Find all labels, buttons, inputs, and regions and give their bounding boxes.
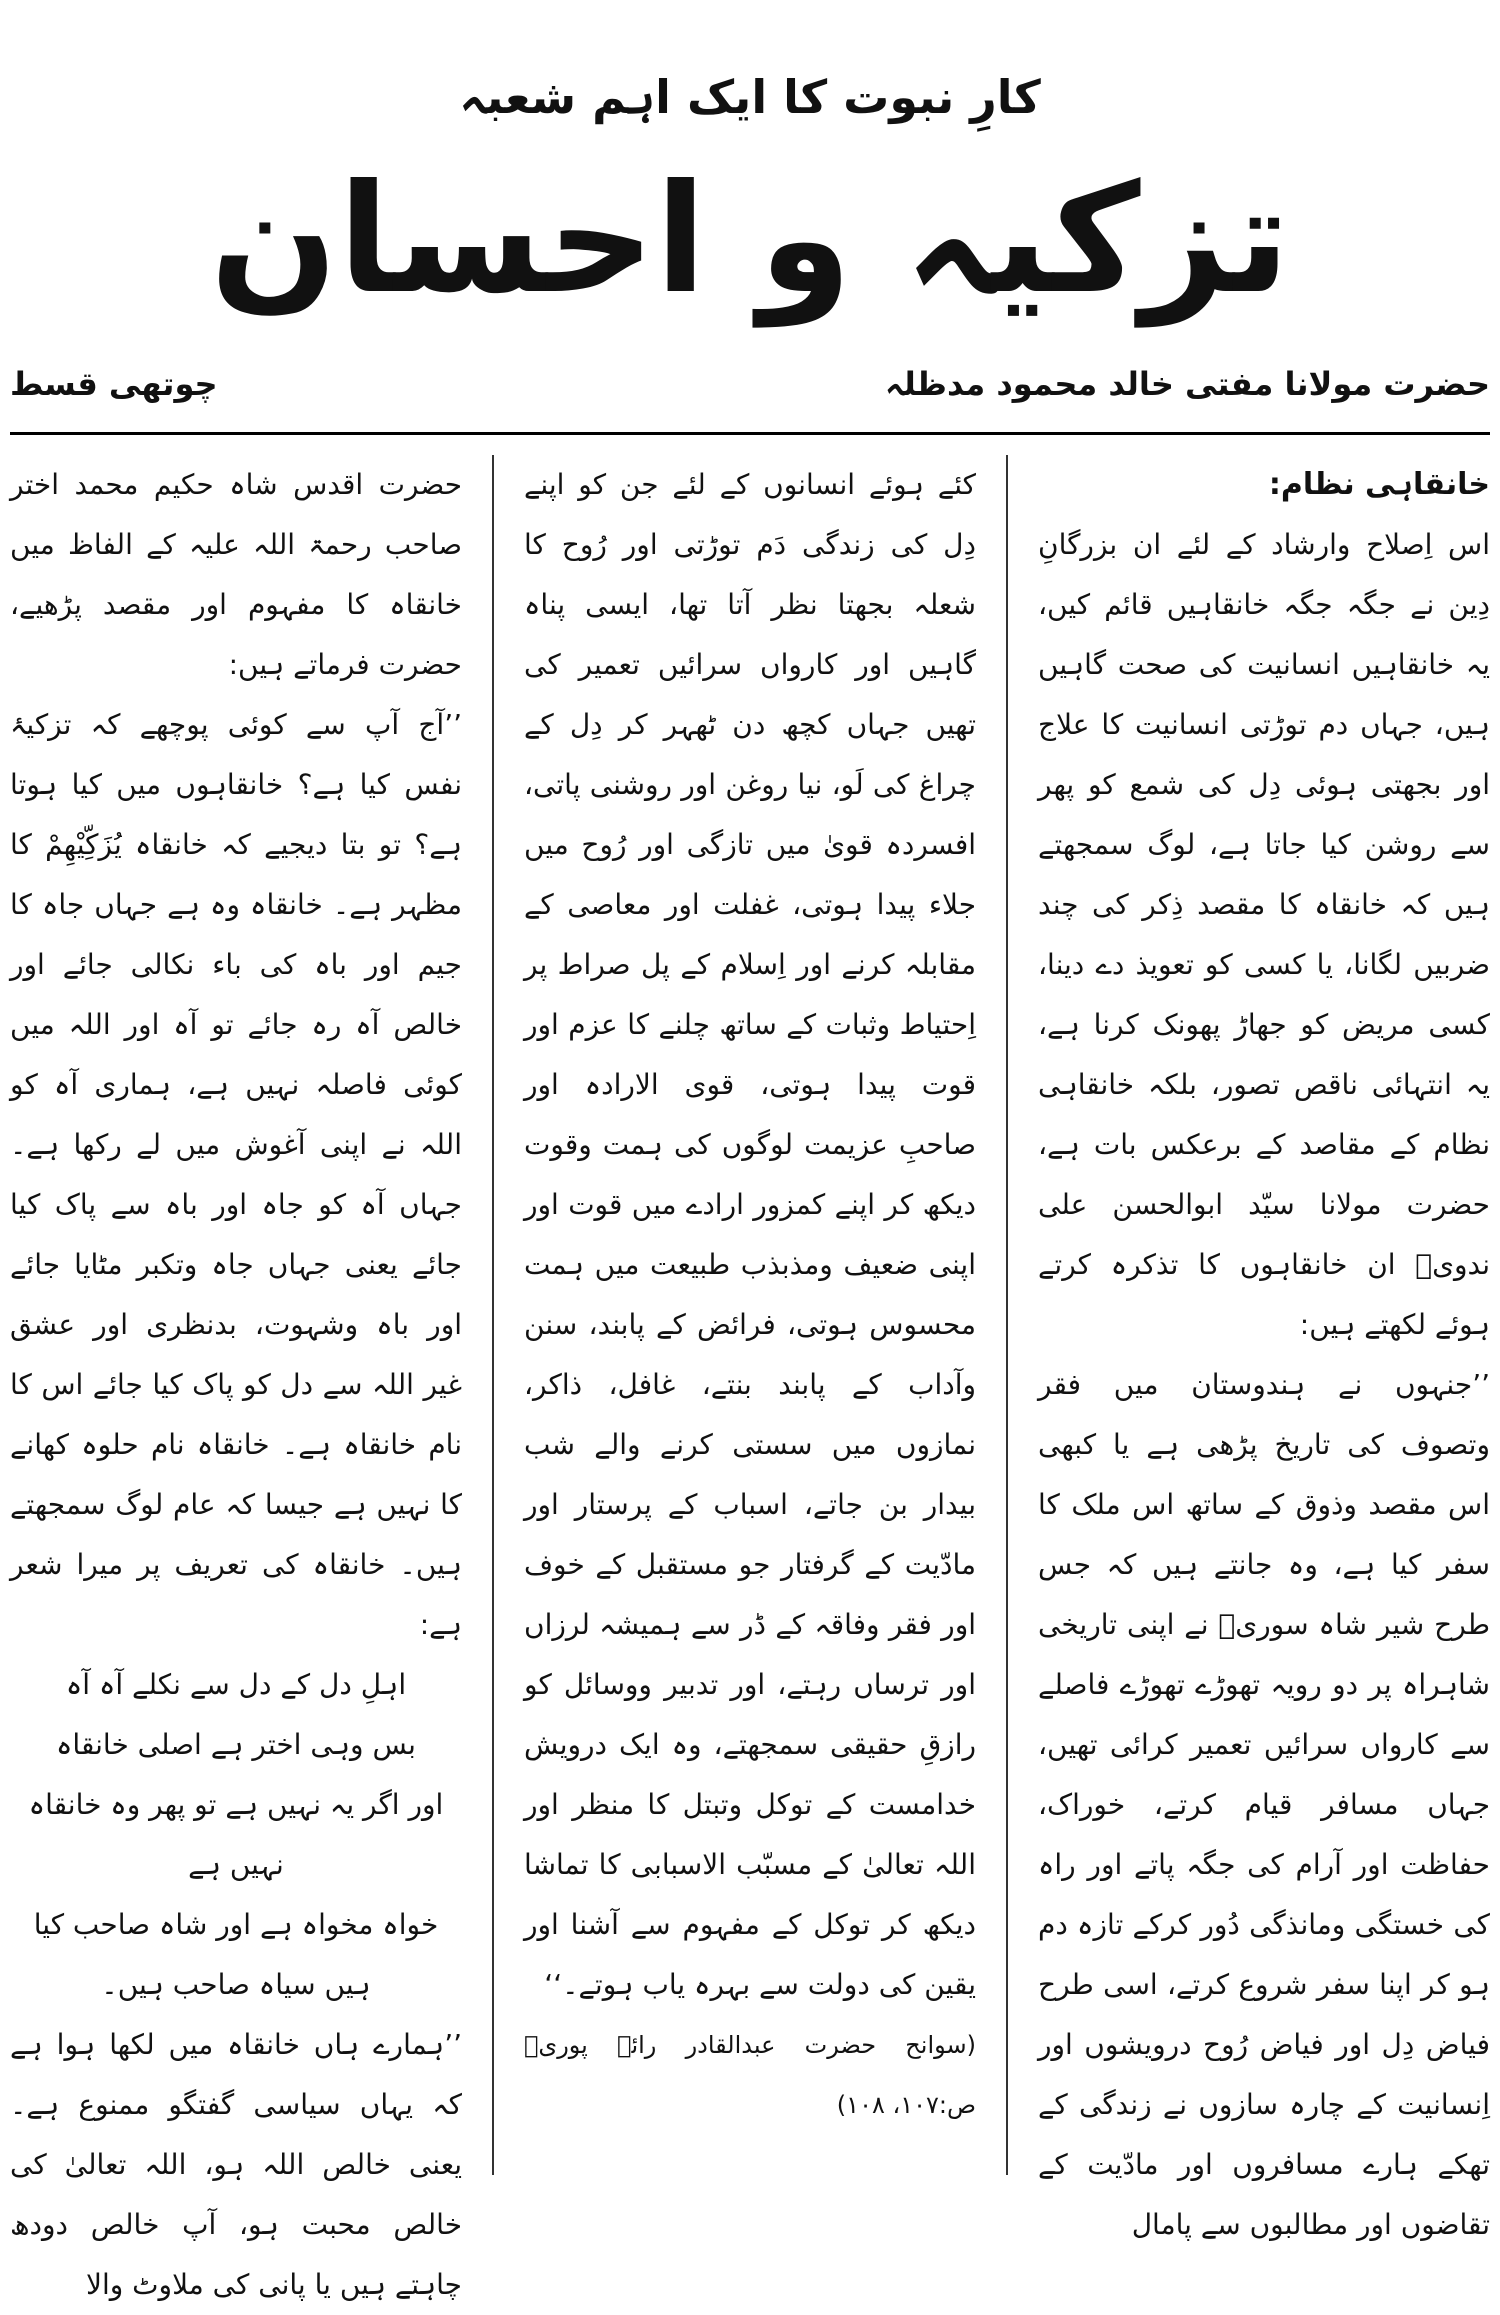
column-1 xyxy=(1038,455,1490,2241)
quote-paragraph: ’’ہمارے ہاں خانقاہ میں لکھا ہوا ہے کہ یہاں سیاسی گفتگو ممنوع ہے۔ یعنی خالص اللہ ہو، اللہ تعالیٰ کی خالص محبت ہو، آپ خالص دودھ چاہتے ہیں یا پانی کی ملاوٹ والا xyxy=(10,2028,462,2301)
poem-line: خواہ مخواہ ہے اور شاہ صاحب کیا ہیں سیاہ صاحب ہیں۔ xyxy=(33,1908,439,2001)
poem-line: اہلِ دل کے دل سے نکلے آہ آہ xyxy=(65,1668,407,1701)
kicker-line: کارِ نبوت کا ایک اہم شعبہ xyxy=(459,70,1041,124)
quote-paragraph: ’’جنہوں نے ہندوستان میں فقر وتصوف کی تاریخ پڑھی ہے یا کبھی اس مقصد وذوق کے ساتھ اس ملک کا سفر کیا ہے، وہ جانتے ہیں کہ جس طرح شیر شاہ سوریؒ نے اپنی تاریخی شاہراہ پر دو رویہ تھوڑے تھوڑے فاصلے سے کارواں سرائیں تعمیر کرائی تھیں، جہاں مسافر قیام کرتے، خوراک، حفاظت اور آرام کی جگہ پاتے اور راہ کی خستگی ومانذگی دُور کرکے تازہ دم ہو کر اپنا سفر شروع کرتے، اسی طرح فیاض دِل اور فیاض رُوح درویشوں اور اِنسانیت کے چارہ سازوں نے زندگی کے تھکے ہارے مسافروں اور مادّیت کے تقاضوں اور مطالبوں سے پامال xyxy=(1038,1368,1490,2241)
article-columns xyxy=(10,455,1490,2301)
column-3 xyxy=(10,455,462,2301)
column-2 xyxy=(524,455,976,2175)
installment-label: چوتھی قسط xyxy=(10,365,218,403)
byline-row xyxy=(10,365,1490,425)
paragraph: اس اِصلاح وارشاد کے لئے ان بزرگانِ دِین نے جگہ جگہ خانقاہیں قائم کیں، یہ خانقاہیں انسانیت کی صحت گاہیں ہیں، جہاں دم توڑتی انسانیت کا علاج اور بجھتی ہوئی دِل کی شمع کو پھر سے روشن کیا جاتا ہے، لوگ سمجھتے ہیں کہ خانقاہ کا مقصد ذِکر کی چند ضربیں لگانا، یا کسی کو تعویذ دے دینا، کسی مریض کو جھاڑ پھونک کرنا ہے، یہ انتہائی ناقص تصور، بلکہ خانقاہی نظام کے مقاصد کے برعکس بات ہے، حضرت مولانا سیّد ابوالحسن علی ندویؒ ان خانقاہوں کا تذکرہ کرتے ہوئے لکھتے ہیں: xyxy=(1038,528,1490,1341)
column-divider xyxy=(1006,455,1008,2175)
paragraph: حضرت اقدس شاہ حکیم محمد اختر صاحب رحمۃ اللہ علیہ کے الفاظ میں خانقاہ کا مفہوم اور مقصد پڑھیے، حضرت فرماتے ہیں: xyxy=(10,468,462,681)
citation: (سوانح حضرت عبدالقادر رائے پوریؒ ص:۱۰۷، ۱۰۸) xyxy=(524,2031,976,2119)
poem-line: بس وہی اختر ہے اصلی خانقاہ xyxy=(56,1728,416,1761)
paragraph: کئے ہوئے انسانوں کے لئے جن کو اپنے دِل کی زندگی دَم توڑتی اور رُوح کا شعلہ بجھتا نظر آتا تھا، ایسی پناہ گاہیں اور کارواں سرائیں تعمیر کی تھیں جہاں کچھ دن ٹھہر کر دِل کے چراغ کی لَو، نیا روغن اور روشنی پاتی، افسردہ قویٰ میں تازگی اور رُوح میں جلاء پیدا ہوتی، غفلت اور معاصی کے مقابلہ کرنے اور اِسلام کے پل صراط پر اِحتیاط وثبات کے ساتھ چلنے کا عزم اور قوت پیدا ہوتی، قوی الارادہ اور صاحبِ عزیمت لوگوں کی ہمت وقوت دیکھ کر اپنے کمزور ارادے میں قوت اور اپنی ضعیف ومذبذب طبیعت میں ہمت محسوس ہوتی، فرائض کے پابند، سنن وآداب کے پابند بنتے، غافل، ذاکر، نمازوں میں سستی کرنے والے شب بیدار بن جاتے، اسباب کے پرستار اور مادّیت کے گرفتار جو مستقبل کے خوف اور فقر وفاقہ کے ڈر سے ہمیشہ لرزاں اور ترساں رہتے، اور تدبیر ووسائل کو رازقِ حقیقی سمجھتے، وہ ایک درویش خدامست کے توکل وتبتل کا منظر اور اللہ تعالیٰ کے مسبّب الاسبابی کا تماشا دیکھ کر توکل کے مفہوم سے آشنا اور یقین کی دولت سے بہرہ یاب ہوتے۔‘‘ xyxy=(524,468,976,2001)
section-heading: خانقاہی نظام: xyxy=(1268,467,1490,502)
poem xyxy=(10,1655,462,2015)
author-byline: حضرت مولانا مفتی خالد محمود مدظلہ xyxy=(884,365,1490,403)
poem-line: اور اگر یہ نہیں ہے تو پھر وہ خانقاہ نہیں ہے xyxy=(28,1788,444,1881)
quote-paragraph: ’’آج آپ سے کوئی پوچھے کہ تزکیۂ نفس کیا ہے؟ خانقاہوں میں کیا ہوتا ہے؟ تو بتا دیجیے کہ خانقاہ یُزَکِّیْھِمْ کا مظہر ہے۔ خانقاہ وہ ہے جہاں جاہ کا جیم اور باہ کی باء نکالی جائے اور خالص آہ رہ جائے تو آہ اور اللہ میں کوئی فاصلہ نہیں ہے، ہماری آہ کو اللہ نے اپنی آغوش میں لے رکھا ہے۔ جہاں آہ کو جاہ اور باہ سے پاک کیا جائے یعنی جہاں جاہ وتکبر مٹایا جائے اور باہ وشہوت، بدنظری اور عشق غیر اللہ سے دل کو پاک کیا جائے اس کا نام خانقاہ ہے۔ خانقاہ نام حلوہ کھانے کا نہیں ہے جیسا کہ عام لوگ سمجھتے ہیں۔ خانقاہ کی تعریف پر میرا شعر ہے: xyxy=(10,708,462,1641)
header-rule xyxy=(10,432,1490,435)
column-divider xyxy=(492,455,494,2175)
article-title: تزکیہ و احسان xyxy=(209,153,1291,327)
